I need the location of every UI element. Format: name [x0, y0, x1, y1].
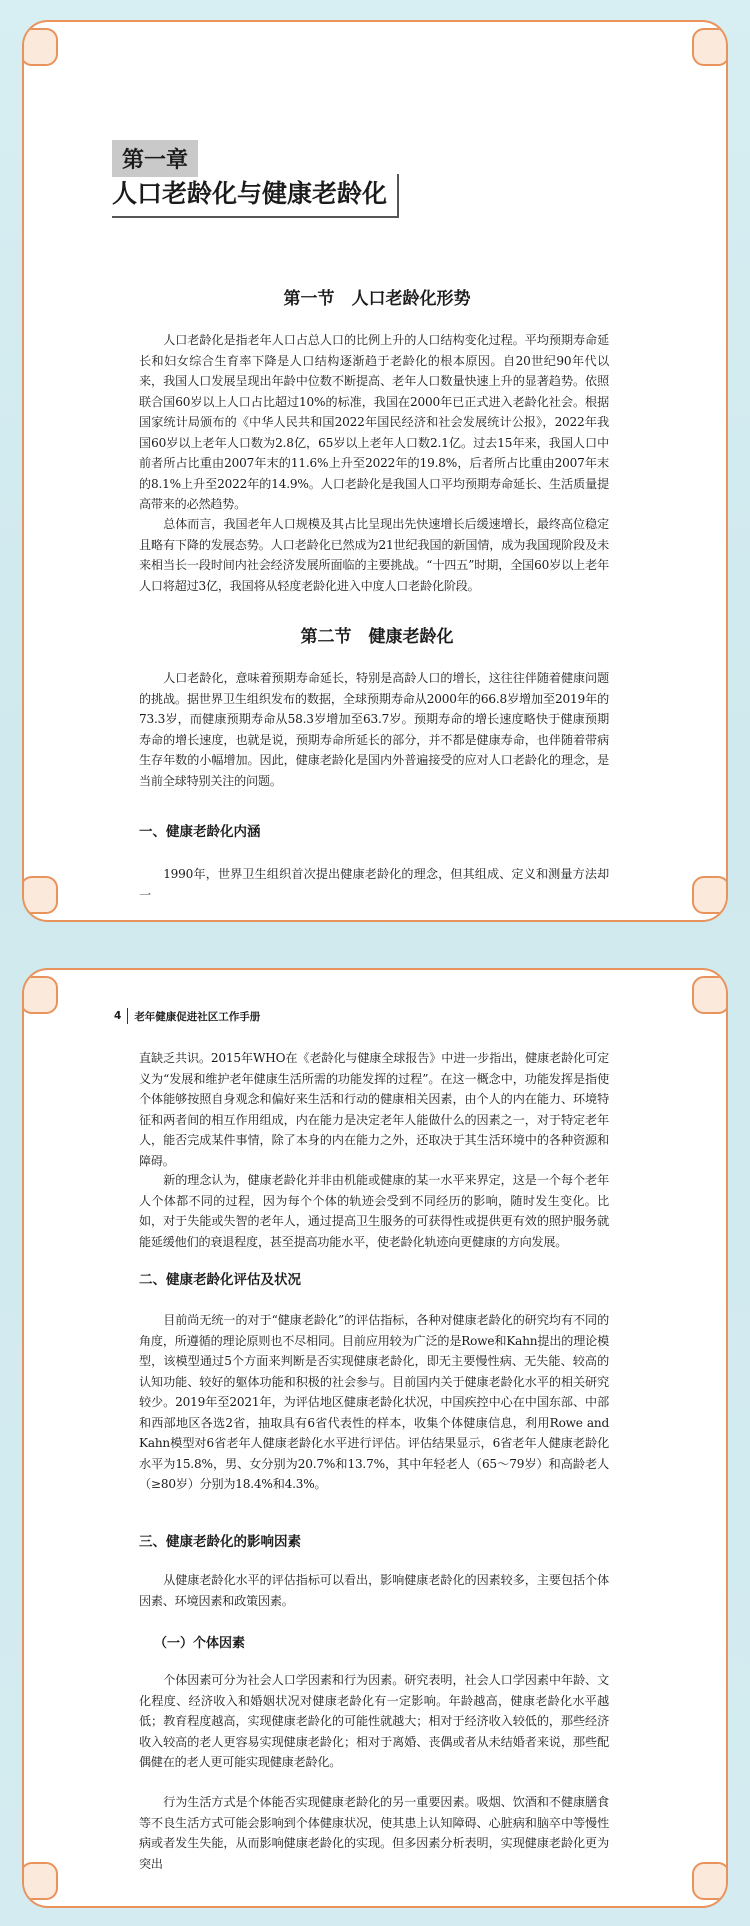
page-corner-decoration: [692, 28, 728, 66]
subsection-title: 二、健康老龄化评估及状况: [139, 1272, 301, 1288]
chapter-title: 人口老龄化与健康老龄化: [112, 174, 399, 218]
subsubsection-title: （一）个体因素: [154, 1636, 246, 1651]
page-corner-decoration: [22, 1862, 58, 1900]
paragraph: 人口老龄化，意味着预期寿命延长，特别是高龄人口的增长，这往往伴随着健康问题的挑战。据世界卫生组织发布的数据，全球预期寿命从2000年的66.8岁增加至2019年的73.3岁，而健康预期寿命从58.3岁增加至63.7岁。预期寿命的增长速度略快于健康预期寿命的增长速度，也就是说，预期寿命所延长的部分，并不都是健康寿命，也伴随着带病生存年数的小幅增加。因此，健康老龄化是国内外普遍接受的应对人口老龄化的理念，是当前全球特别关注的问题。: [139, 671, 609, 788]
book-title: 老年健康促进社区工作手册: [134, 1010, 261, 1023]
paragraph: 从健康老龄化水平的评估指标可以看出，影响健康老龄化的因素较多，主要包括个体因素、环境因素和政策因素。: [139, 1573, 609, 1608]
page-corner-decoration: [692, 876, 728, 914]
divider: [127, 1008, 128, 1024]
section-title: 第一节 人口老龄化形势: [283, 289, 471, 309]
chapter-label: 第一章: [112, 140, 198, 177]
paragraph: 行为生活方式是个体能否实现健康老龄化的另一重要因素。吸烟、饮酒和不健康膳食等不良生活方式可能会影响到个体健康状况，使其患上认知障碍、心脏病和脑卒中等慢性病或者发生失能，从而影响健康老龄化的实现。但多因素分析表明，实现健康老龄化更为突出: [139, 1795, 609, 1871]
page-number: 4: [114, 1010, 122, 1022]
paragraph: 直缺乏共识。2015年WHO在《老龄化与健康全球报告》中进一步指出，健康老龄化可定义为“发展和维护老年健康生活所需的功能发挥的过程”。在这一概念中，功能发挥是指使个体能够按照自身观念和偏好来生活和行动的健康相关因素，由个人的内在能力、环境特征和两者间的相互作用组成，内在能力是决定老年人能做什么的因素之一，对于特定老年人，能否完成某件事情，除了本身的内在能力之外，还取决于其生活环境中的各种资源和障碍。: [139, 1051, 609, 1168]
page-corner-decoration: [22, 976, 58, 1014]
page-corner-decoration: [22, 876, 58, 914]
page-corner-decoration: [22, 28, 58, 66]
paragraph: 个体因素可分为社会人口学因素和行为因素。研究表明，社会人口学因素中年龄、文化程度、经济收入和婚姻状况对健康老龄化有一定影响。年龄越高，健康老龄化水平越低；教育程度越高，实现健康老龄化的可能性就越大；相对于经济收入较低的，那些经济收入较高的老人更容易实现健康老龄化；相对于离婚、丧偶或者从未结婚者来说，那些配偶健在的老人更可能实现健康老龄化。: [139, 1673, 609, 1769]
paragraph: 目前尚无统一的对于“健康老龄化”的评估指标，各种对健康老龄化的研究均有不同的角度，所遵循的理论原则也不尽相同。目前应用较为广泛的是Rowe和Kahn提出的理论模型，该模型通过5个方面来判断是否实现健康老龄化，即无主要慢性病、无失能、较高的认知功能、较好的躯体功能和积极的社会参与。目前国内关于健康老龄化水平的相关研究较少。2019年至2021年，为评估地区健康老龄化状况，中国疾控中心在中国东部、中部和西部地区各选2省，抽取具有6省代表性的样本，收集个体健康信息，利用Rowe and Kahn模型对6省老年人健康老龄化水平进行评估。评估结果显示，6省老年人健康老龄化水平为15.8%，男、女分别为20.7%和13.7%，其中年轻老人（65～79岁）和高龄老人（≥80岁）分别为18.4%和4.3%。: [139, 1313, 609, 1491]
running-head: [114, 1008, 260, 1024]
book-page-2: [22, 968, 728, 1908]
page-corner-decoration: [692, 976, 728, 1014]
paragraph: 新的理念认为，健康老龄化并非由机能或健康的某一水平来界定，这是一个每个老年人个体都不同的过程，因为每个个体的轨迹会受到不同经历的影响，随时发生变化。比如，对于失能或失智的老年人，通过提高卫生服务的可获得性或提供更有效的照护服务就能延缓他们的衰退程度，甚至提高功能水平，使老龄化轨迹向更健康的方向发展。: [139, 1173, 609, 1249]
page-corner-decoration: [692, 1862, 728, 1900]
book-page-1: [22, 20, 728, 922]
subsection-title: 三、健康老龄化的影响因素: [139, 1534, 301, 1550]
subsection-title: 一、健康老龄化内涵: [139, 824, 261, 840]
paragraph: 总体而言，我国老年人口规模及其占比呈现出先快速增长后缓速增长，最终高位稳定且略有下降的发展态势。人口老龄化已然成为21世纪我国的新国情，成为我国现阶段及未来相当长一段时间内社会经济发展所面临的主要挑战。“十四五”时期，全国60岁以上老年人口将超过3亿，我国将从轻度老龄化进入中度人口老龄化阶段。: [139, 517, 609, 593]
section-title: 第二节 健康老龄化: [300, 627, 454, 647]
paragraph: 人口老龄化是指老年人口占总人口的比例上升的人口结构变化过程。平均预期寿命延长和妇女综合生育率下降是人口结构逐渐趋于老龄化的根本原因。自20世纪90年代以来，我国人口发展呈现出年龄中位数不断提高、老年人口数量快速上升的显著趋势。依照联合国60岁以上人口占比超过10%的标准，我国在2000年已正式进入老龄化社会。根据国家统计局颁布的《中华人民共和国2022年国民经济和社会发展统计公报》，2022年我国60岁以上老年人口数为2.8亿，65岁以上老年人口数2.1亿。过去15年来，我国人口中前者所占比重由2007年末的11.6%上升至2022年的19.8%，后者所占比重由2007年末的8.1%上升至2022年的14.9%。人口老龄化是我国人口平均预期寿命延长、生活质量提高带来的必然趋势。: [139, 333, 609, 511]
paragraph: 1990年，世界卫生组织首次提出健康老龄化的理念，但其组成、定义和测量方法却一: [139, 867, 609, 902]
